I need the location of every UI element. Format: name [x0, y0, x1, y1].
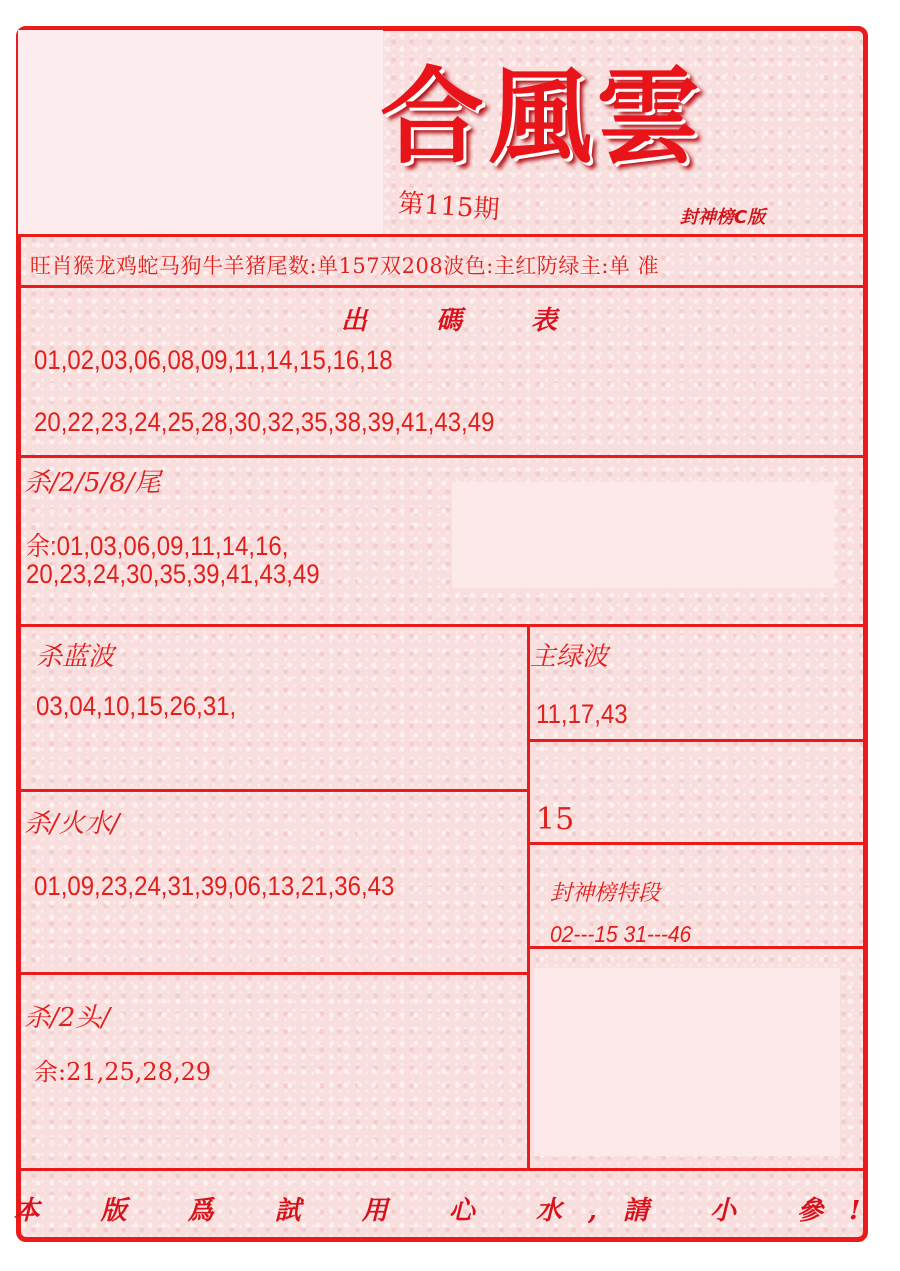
- output-line-2: 20,22,23,24,25,28,30,32,35,38,39,41,43,49: [34, 408, 495, 438]
- special-label: 封神榜特段: [550, 881, 661, 906]
- kill-tail-label: 杀/2/5/8/尾: [24, 468, 161, 498]
- divider-footer: [18, 1168, 866, 1171]
- special-numbers: 02---15 31---46: [550, 922, 692, 948]
- output-line-1: 01,02,03,06,08,09,11,14,15,16,18: [34, 346, 393, 376]
- kill-blue-label: 杀蓝波: [36, 642, 115, 672]
- info-row: 旺肖猴龙鸡蛇马狗牛羊猪尾数:单157双208波色:主红防绿主:单 准: [30, 254, 660, 278]
- divider-right-2: [528, 842, 866, 845]
- divider-right-1: [528, 739, 866, 742]
- main-green-label: 主绿波: [530, 642, 609, 672]
- footer-note: 本 版 爲 試 用 心 水,請 小 參!: [13, 1196, 887, 1226]
- main-green-numbers: 11,17,43: [536, 700, 628, 730]
- kill-head-numbers: 余:21,25,28,29: [34, 1058, 212, 1086]
- header-blank-box: [18, 30, 383, 236]
- kill-tail-line-2: 20,23,24,30,35,39,41,43,49: [26, 560, 320, 590]
- kill-tail-blank-box: [452, 482, 834, 588]
- kill-blue-numbers: 03,04,10,15,26,31,: [36, 692, 237, 722]
- kill-head-label: 杀/2头/: [24, 1003, 111, 1033]
- divider-left-2: [18, 972, 530, 975]
- divider-left-1: [18, 789, 530, 792]
- kill-fire-water-numbers: 01,09,23,24,31,39,06,13,21,36,43: [34, 872, 395, 902]
- divider-vertical: [527, 624, 530, 1170]
- divider-tail: [18, 624, 866, 627]
- kill-fire-water-label: 杀/火水/: [24, 809, 120, 839]
- divider-info: [18, 285, 866, 288]
- issue-number: 第115期: [396, 188, 501, 226]
- page-title: 合風雲: [380, 55, 705, 178]
- divider-output: [18, 455, 866, 458]
- edition-label: 封神榜C版: [680, 207, 766, 228]
- single-number: 15: [536, 802, 575, 837]
- output-table-title: 出 碼 表: [340, 306, 588, 336]
- divider-header: [18, 234, 866, 237]
- kill-tail-line-1: 余:01,03,06,09,11,14,16,: [26, 531, 289, 562]
- right-blank-box: [534, 968, 840, 1156]
